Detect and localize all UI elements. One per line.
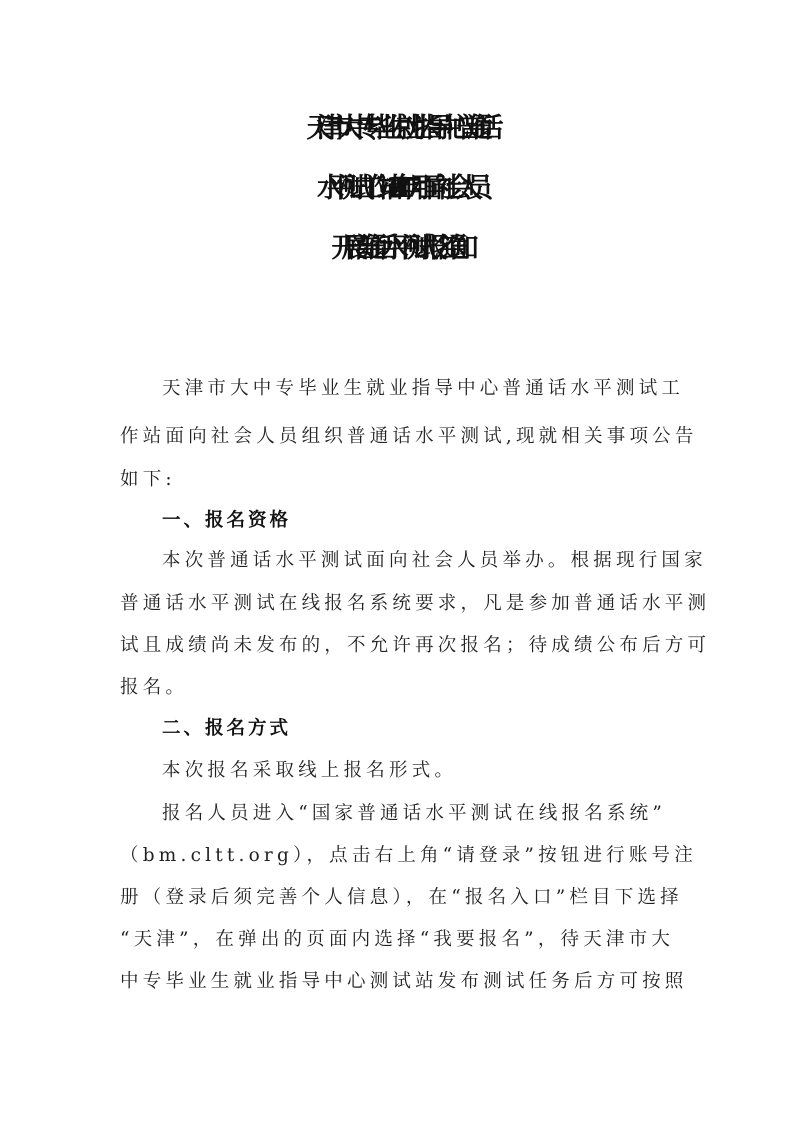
section-2-line-2: 报名人员进入“国家普通话水平测试在线报名系统” [162, 803, 667, 824]
section-2-line-4: 册（登录后须完善个人信息），在“报名入口”栏目下选择 [120, 887, 683, 908]
section-1-line-3: 试且成绩尚未发布的，不允许再次报名；待成绩公布后方可 [120, 635, 711, 656]
section-2-line-3: （bm.cltt.org），点击右上角“请登录”按钮进行账号注 [120, 845, 697, 866]
intro-line-3: 如下: [120, 469, 176, 490]
section-1-line-1: 本次普通话水平测试面向社会人员举办。根据现行国家 [162, 550, 707, 571]
section-2-heading: 二、报名方式 [162, 718, 292, 739]
intro-line-1: 天津市大中专毕业生就业指导中心普通话水平测试工 [162, 378, 685, 399]
intro-line-2: 作站面向社会人员组织普通话水平测试,现就相关事项公告 [120, 426, 698, 447]
section-1-line-2: 普通话水平测试在线报名系统要求，凡是参加普通话水平测 [120, 593, 711, 614]
section-2-line-1: 本次报名采取线上报名形式。 [162, 760, 458, 781]
document-title-line-2: 水平测试工作站2024年7月面向社会人员 [317, 173, 476, 204]
section-1-line-4: 报名。 [120, 677, 189, 698]
section-1-heading: 一、报名资格 [162, 510, 292, 531]
section-2-line-5: “天津”，在弹出的页面内选择“我要报名”，待天津市大 [120, 929, 675, 950]
section-2-line-6: 中专毕业生就业指导中心测试站发布测试任务后方可按照 [120, 971, 688, 992]
document-title-line-1: 天津市大中专毕业生就业指导中心普通话 [306, 113, 487, 144]
document-title-line-3: 开展普通话水平测试报名通知 [331, 233, 462, 264]
